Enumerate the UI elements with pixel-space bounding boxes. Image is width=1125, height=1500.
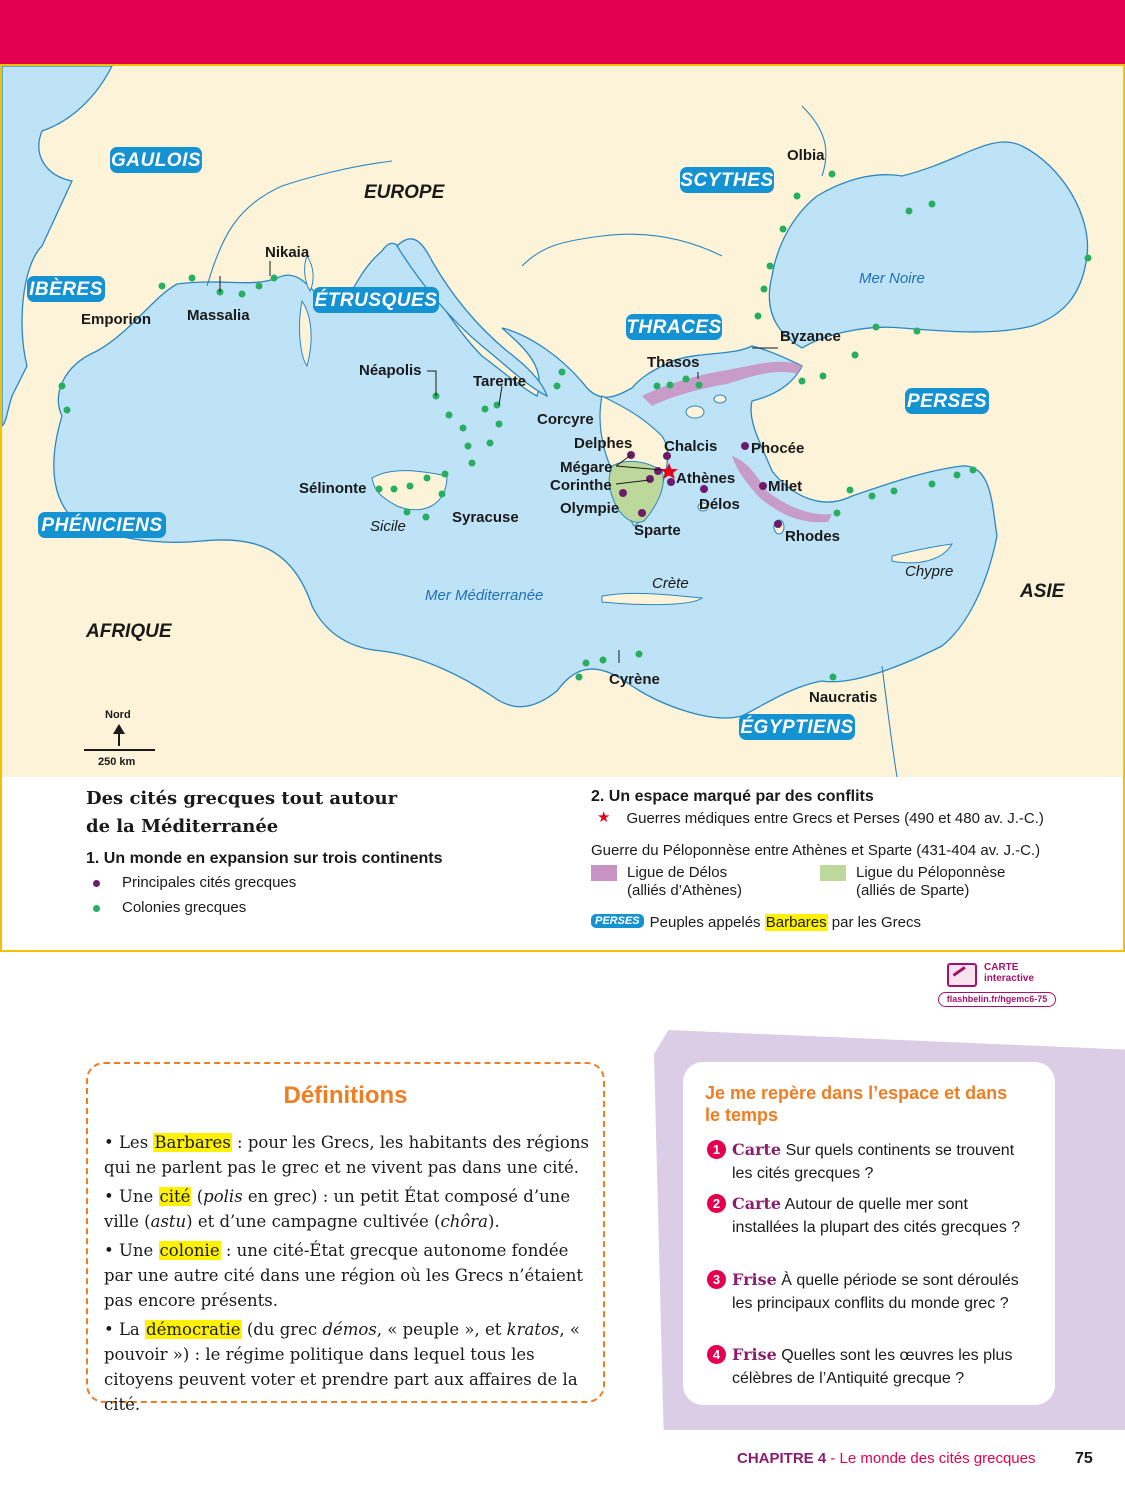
svg-text:Sparte: Sparte <box>634 522 681 539</box>
svg-text:PERSES: PERSES <box>906 391 988 412</box>
island-crete: Crète <box>652 575 689 592</box>
svg-text:ÉGYPTIENS: ÉGYPTIENS <box>740 717 854 738</box>
definition-democratie: • La démocratie (du grec démos, « peuple », et kratos, « pouvoir ») : le régime politique dans lequel tous les citoyens peuvent voter et prendre part aux affaires de la cité. <box>104 1320 580 1414</box>
legend-pelop-war: Guerre du Péloponnèse entre Athènes et Sparte (431-404 av. J.-C.) <box>591 842 1041 859</box>
region-europe: EUROPE <box>364 182 445 203</box>
sea-black: Mer Noire <box>859 270 925 287</box>
svg-text:PHÉNICIENS: PHÉNICIENS <box>41 515 163 536</box>
laptop-icon <box>947 963 977 987</box>
map[interactable] <box>2 66 1123 777</box>
svg-text:ÉTRUSQUES: ÉTRUSQUES <box>314 290 438 311</box>
question-3: 3 Frise À quelle période se sont déroulés les principaux conflits du monde grec ? <box>707 1268 1037 1315</box>
svg-text:250 km: 250 km <box>98 756 136 768</box>
question-1: 1 Carte Sur quels continents se trouvent les cités grecques ? <box>707 1138 1037 1185</box>
island-chypre: Chypre <box>905 563 954 580</box>
definitions-title: Définitions <box>283 1082 408 1109</box>
svg-text:Rhodes: Rhodes <box>785 528 841 545</box>
repere-title: Je me repère dans l’espace et dans le temps <box>705 1083 1008 1125</box>
svg-text:Nikaia: Nikaia <box>265 244 310 261</box>
svg-text:Chalcis: Chalcis <box>664 438 718 455</box>
definition-cite: • Une cité (polis en grec) : un petit État composé d’une ville (astu) et d’une campagne cultivée (chôra). <box>104 1187 571 1231</box>
question-2: 2 Carte Autour de quelle mer sont installées la plupart des cités grecques ? <box>707 1192 1037 1239</box>
peloponnese-swatch <box>820 865 846 881</box>
legend-median-wars: ★ Guerres médiques entre Grecs et Perses (490 et 480 av. J.-C.) <box>597 809 1044 827</box>
svg-text:Délos: Délos <box>699 496 740 513</box>
definition-colonie: • Une colonie : une cité-État grecque autonome fondée par une autre cité dans une région où les Grecs n’étaient pas encore présents. <box>104 1241 583 1310</box>
svg-text:Olbia: Olbia <box>787 147 825 164</box>
svg-text:GAULOIS: GAULOIS <box>110 150 202 171</box>
svg-text:Nord: Nord <box>105 709 131 721</box>
carte-url[interactable]: flashbelin.fr/hgemc6-75 <box>938 992 1056 1007</box>
page-number: 75 <box>1075 1450 1093 1467</box>
legend-peloponnese: Ligue du Péloponnèse (alliés de Sparte) <box>820 864 1005 900</box>
region-afrique: AFRIQUE <box>86 621 172 642</box>
question-4: 4 Frise Quelles sont les œuvres les plus célèbres de l’Antiquité grecque ? <box>707 1343 1037 1390</box>
svg-text:Massalia: Massalia <box>187 307 250 324</box>
svg-text:Mégare: Mégare <box>560 459 613 476</box>
legend-section-1: 1. Un monde en expansion sur trois continents <box>86 850 443 867</box>
legend-section-2: 2. Un espace marqué par des conflits <box>591 788 874 805</box>
main-city-swatch <box>93 880 100 887</box>
legend-barbares: PERSES Peuples appelés Barbares par les Grecs <box>591 914 921 931</box>
svg-text:Milet: Milet <box>768 478 803 495</box>
svg-text:IBÈRES: IBÈRES <box>29 279 103 300</box>
svg-text:THRACES: THRACES <box>626 317 722 338</box>
svg-text:Syracuse: Syracuse <box>452 509 519 526</box>
island-sicile: Sicile <box>370 518 406 535</box>
svg-text:SCYTHES: SCYTHES <box>680 170 774 191</box>
legend-title: Des cités grecques tout autour de la Méditerranée <box>86 788 398 837</box>
svg-text:Néapolis: Néapolis <box>359 362 422 379</box>
svg-text:Sélinonte: Sélinonte <box>299 480 367 497</box>
sea-mediterranean: Mer Méditerranée <box>425 587 544 604</box>
svg-text:Athènes: Athènes <box>676 470 736 487</box>
svg-text:Tarente: Tarente <box>473 373 527 390</box>
footer-chapter: CHAPITRE 4 - Le monde des cités grecques <box>737 1450 1036 1467</box>
delos-swatch <box>591 865 617 881</box>
colony-swatch <box>93 905 100 912</box>
svg-text:Corinthe: Corinthe <box>550 477 612 494</box>
svg-text:Naucratis: Naucratis <box>809 689 878 706</box>
legend-colonies: Colonies grecques <box>93 899 246 916</box>
definitions-box <box>86 1062 605 1414</box>
svg-text:Phocée: Phocée <box>751 440 805 457</box>
repere-card <box>683 1062 1055 1405</box>
region-asie: ASIE <box>1020 581 1065 602</box>
legend-delos: Ligue de Délos (alliés d’Athènes) <box>591 864 742 900</box>
svg-text:Emporion: Emporion <box>81 311 151 328</box>
carte-interactive-link[interactable]: CARTE interactive flashbelin.fr/hgemc6-75 <box>938 962 1056 1008</box>
definition-barbares: • Les Barbares : pour les Grecs, les habitants des régions qui ne parlent pas le grec et ne vivent pas dans une cité. <box>104 1133 589 1177</box>
map-legend <box>0 777 1125 952</box>
svg-text:Olympie: Olympie <box>560 500 620 517</box>
svg-text:Corcyre: Corcyre <box>537 411 594 428</box>
svg-text:Thasos: Thasos <box>647 354 700 371</box>
header-band <box>0 0 1125 64</box>
star-icon: ★ <box>597 809 611 826</box>
perses-badge: PERSES <box>591 914 644 928</box>
svg-text:Byzance: Byzance <box>780 328 841 345</box>
svg-text:Cyrène: Cyrène <box>609 671 660 688</box>
legend-main-cities: Principales cités grecques <box>93 874 296 891</box>
svg-text:Delphes: Delphes <box>574 435 633 452</box>
